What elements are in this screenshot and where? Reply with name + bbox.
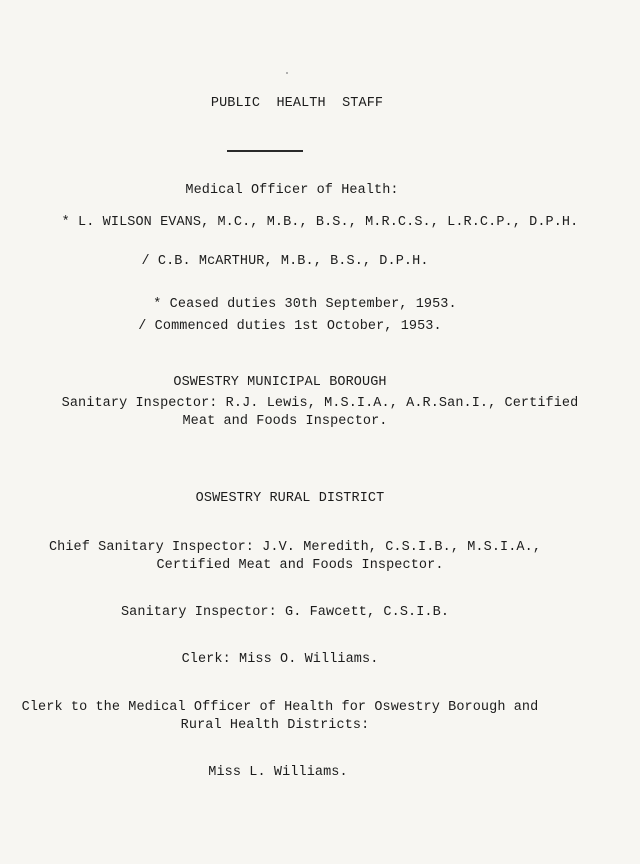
- heading-rule: [227, 150, 303, 152]
- borough-inspector-line-1: Sanitary Inspector: R.J. Lewis, M.S.I.A., A.R.San.I., Certified: [61, 396, 579, 411]
- moh-clerk-line-2: Rural Health Districts:: [180, 718, 370, 733]
- rural-heading: OSWESTRY RURAL DISTRICT: [195, 491, 385, 506]
- moh-name-2: / C.B. McARTHUR, M.B., B.S., D.P.H.: [141, 254, 429, 269]
- rural-chief-line-1: Chief Sanitary Inspector: J.V. Meredith, C.S.I.B., M.S.I.A.,: [48, 540, 542, 555]
- moh-note-2: / Commenced duties 1st October, 1953.: [138, 319, 442, 334]
- moh-note-1: * Ceased duties 30th September, 1953.: [153, 297, 457, 312]
- moh-clerk-line-1: Clerk to the Medical Officer of Health for Oswestry Borough and: [21, 700, 539, 715]
- page-heading: PUBLIC HEALTH STAFF: [210, 96, 384, 111]
- moh-title: Medical Officer of Health:: [185, 183, 399, 198]
- moh-name-1: * L. WILSON EVANS, M.C., M.B., B.S., M.R.C.S., L.R.C.P., D.P.H.: [61, 215, 579, 230]
- paper-speck: [286, 72, 288, 74]
- rural-clerk: Clerk: Miss O. Williams.: [181, 652, 379, 667]
- borough-heading: OSWESTRY MUNICIPAL BOROUGH: [173, 375, 387, 390]
- rural-inspector: Sanitary Inspector: G. Fawcett, C.S.I.B.: [120, 605, 450, 620]
- moh-clerk-name: Miss L. Williams.: [208, 765, 348, 780]
- borough-inspector-line-2: Meat and Foods Inspector.: [182, 414, 388, 429]
- rural-chief-line-2: Certified Meat and Foods Inspector.: [156, 558, 444, 573]
